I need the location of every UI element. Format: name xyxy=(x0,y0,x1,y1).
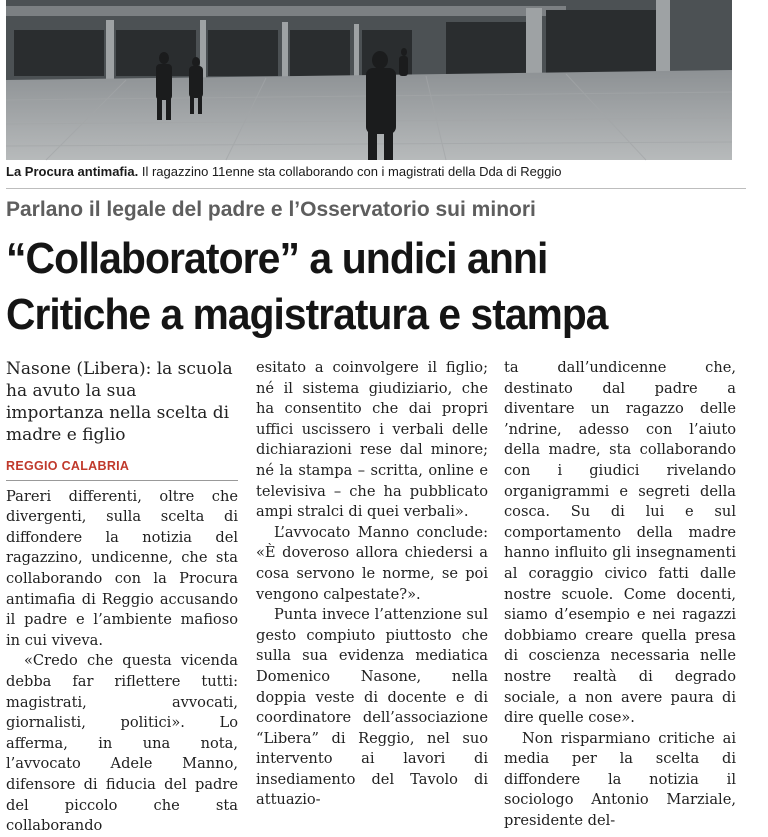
dateline: REGGIO CALABRIA xyxy=(6,456,238,481)
paragraph: «Credo che questa vicenda debba far riflettere tutti: magistrati, avvocati, giornalisti, politici». Lo afferma, in una nota, l’avvocato Adele Manno, difensore di fiducia del padre del piccolo che sta collaborando xyxy=(6,652,238,835)
caption-text: Il ragazzino 11enne sta collaborando con i magistrati della Dda di Reggio xyxy=(138,164,562,179)
photo-building-plaza-icon xyxy=(6,0,732,160)
photo-caption xyxy=(6,164,746,180)
caption-divider xyxy=(6,188,746,189)
paragraph: Punta invece l’attenzione sul gesto compiuto piuttosto che sulla sua evidenza mediatica Domenico Nasone, nella doppia veste di docente e di coordinatore dell’associazione “Libera” di Reggio, nel suo intervento ai lavori di insediamento del Tavolo di attuazio- xyxy=(256,606,488,809)
article-summary: Nasone (Libera): la scuola ha avuto la sua importanza nella scelta di madre e figlio xyxy=(6,359,233,445)
paragraph: esitato a coinvolgere il figlio; né il sistema giudiziario, che ha consentito che dai propri uffici uscissero i verbali delle dichiarazioni rese dal minore; né la stampa – scritta, online e televisiva – che ha pubblicato ampi stralci di quei verbali». xyxy=(256,359,488,521)
article-column-1 xyxy=(6,358,238,837)
news-photo xyxy=(6,0,732,160)
kicker: Parlano il legale del padre e l’Osservatorio sui minori xyxy=(6,198,536,221)
headline-line-2: Critiche a magistratura e stampa xyxy=(6,290,608,339)
paragraph: Pareri differenti, oltre che divergenti, sulla scelta di diffondere la notizia del ragazzino, undicenne, che sta collaborando con la Procura antimafia di Reggio accusando il padre e l’ambiente mafioso in cui viveva. xyxy=(6,487,238,649)
headline-line-1: “Collaboratore” a undici anni xyxy=(6,234,548,283)
paragraph: L’avvocato Manno conclude: «È doveroso allora chiedersi a cosa servono le norme, se poi vengono calpestate?». xyxy=(256,523,488,603)
article-column-3 xyxy=(504,358,736,832)
paragraph: Non risparmiano critiche ai media per la scelta di diffondere la notizia il sociologo Antonio Marziale, presidente del- xyxy=(504,729,736,830)
paragraph: ta dall’undicenne che, destinato dal padre a diventare un ragazzo delle ’ndrine, adesso con l’aiuto della madre, sta collaborando con i giudici rivelando organigrammi e segreti della cosca. Su di lui e sul comportamento della madre hanno influito gli insegnamenti al coraggio civico fatti dalle nostre scuole. Come docenti, siamo d’esempio e nei ragazzi dobbiamo creare quella presa di coscienza necessaria nelle nostre realtà di degrado sociale, a non avere paura di dire quelle cose». xyxy=(504,359,736,727)
caption-lead: La Procura antimafia. xyxy=(6,164,139,179)
article-column-2 xyxy=(256,358,488,811)
